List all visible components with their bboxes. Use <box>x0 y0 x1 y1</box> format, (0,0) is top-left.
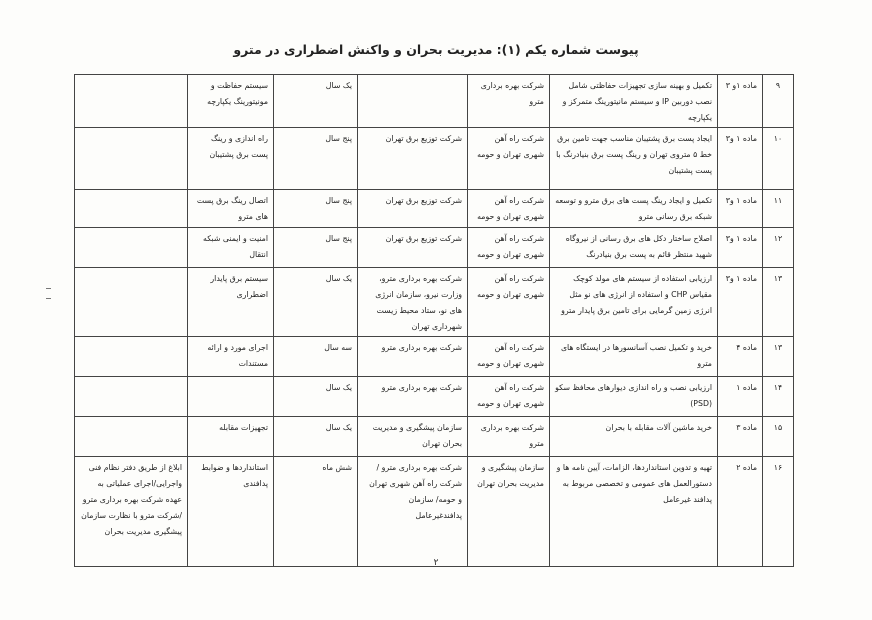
duration-cell: پنج سال <box>274 128 358 190</box>
table-row <box>75 190 794 228</box>
partner-cell: شرکت بهره برداری مترو <box>358 377 468 417</box>
duration-cell: پنج سال <box>274 228 358 268</box>
row-number: ۱۳ <box>763 337 794 377</box>
duration-cell: پنج سال <box>274 190 358 228</box>
duration-cell: یک سال <box>274 268 358 337</box>
row-number: ۱۵ <box>763 417 794 457</box>
table-row <box>75 128 794 190</box>
row-number: ۹ <box>763 75 794 128</box>
row-number: ۱۶ <box>763 457 794 567</box>
project-cell: اصلاح ساختار دکل های برق رسانی از نیروگاه شهید منتظر قائم به پست برق بنیادرنگ <box>550 228 718 268</box>
project-cell: تکمیل و بهینه سازی تجهیزات حفاظتی شامل نصب دوربین IP و سیستم مانیتورینگ متمرکز و یکپارچه <box>550 75 718 128</box>
notes-cell: ابلاغ از طریق دفتر نظام فنی واجرایی/اجرای عملیاتی به عهده شرکت بهره برداری مترو /شرکت مترو با نظارت سازمان پیشگیری مدیریت بحران <box>75 457 188 567</box>
page-number: ۲ <box>433 558 439 568</box>
table-row <box>75 417 794 457</box>
partner-cell: شرکت توزیع برق تهران <box>358 128 468 190</box>
scan-mark <box>46 288 51 289</box>
partner-cell <box>358 75 468 128</box>
clause-cell: ماده ۱ و۳ <box>718 228 763 268</box>
duration-cell: شش ماه <box>274 457 358 567</box>
table-row <box>75 457 794 567</box>
duration-cell: سه سال <box>274 337 358 377</box>
row-number: ۱۰ <box>763 128 794 190</box>
row-number: ۱۲ <box>763 228 794 268</box>
project-cell: ایجاد پست برق پشتیبان مناسب جهت تامین برق خط ۵ متروی تهران و رینگ پست برق بنیادرنگ با پست پشتیبان <box>550 128 718 190</box>
responsible-cell: شرکت راه آهن شهری تهران و حومه <box>468 377 550 417</box>
responsible-cell: شرکت بهره برداری مترو <box>468 75 550 128</box>
clause-cell: ماده ۱ و۳ <box>718 190 763 228</box>
notes-cell <box>75 417 188 457</box>
scan-mark <box>46 298 51 299</box>
output-cell: امنیت و ایمنی شبکه انتقال <box>188 228 274 268</box>
table-row <box>75 377 794 417</box>
notes-cell <box>75 268 188 337</box>
output-cell: اتصال رینگ برق پست های مترو <box>188 190 274 228</box>
row-number: ۱۴ <box>763 377 794 417</box>
output-cell <box>188 377 274 417</box>
notes-cell <box>75 128 188 190</box>
table-row <box>75 268 794 337</box>
duration-cell: یک سال <box>274 417 358 457</box>
clause-cell: ماده ۱ و۳ <box>718 128 763 190</box>
partner-cell: شرکت توزیع برق تهران <box>358 190 468 228</box>
appendix-table <box>74 74 794 567</box>
project-cell: خرید ماشین آلات مقابله با بحران <box>550 417 718 457</box>
output-cell: استانداردها و ضوابط پدافندی <box>188 457 274 567</box>
clause-cell: ماده ۱و ۳ <box>718 75 763 128</box>
partner-cell: شرکت بهره برداری مترو /شرکت راه آهن شهری تهران و حومه/ سازمان پدافندغیرعامل <box>358 457 468 567</box>
responsible-cell: شرکت راه آهن شهری تهران و حومه <box>468 268 550 337</box>
project-cell: خرید و تکمیل نصب آسانسورها در ایستگاه های مترو <box>550 337 718 377</box>
notes-cell <box>75 228 188 268</box>
responsible-cell: شرکت راه آهن شهری تهران و حومه <box>468 128 550 190</box>
output-cell: راه اندازی و رینگ پست برق پشتیبان <box>188 128 274 190</box>
output-cell: سیستم برق پایدار اضطراری <box>188 268 274 337</box>
output-cell: سیستم حفاظت و مونیتورینگ یکپارچه <box>188 75 274 128</box>
clause-cell: ماده ۱ و۳ <box>718 268 763 337</box>
responsible-cell: شرکت راه آهن شهری تهران و حومه <box>468 228 550 268</box>
responsible-cell: شرکت راه آهن شهری تهران و حومه <box>468 337 550 377</box>
partner-cell: شرکت بهره برداری مترو <box>358 337 468 377</box>
project-cell: ارزیابی نصب و راه اندازی دیوارهای محافظ سکو (PSD) <box>550 377 718 417</box>
duration-cell: یک سال <box>274 75 358 128</box>
output-cell: تجهیزات مقابله <box>188 417 274 457</box>
clause-cell: ماده ۲ <box>718 457 763 567</box>
notes-cell <box>75 75 188 128</box>
clause-cell: ماده ۳ <box>718 417 763 457</box>
partner-cell: سازمان پیشگیری و مدیریت بحران تهران <box>358 417 468 457</box>
notes-cell <box>75 377 188 417</box>
notes-cell <box>75 190 188 228</box>
notes-cell <box>75 337 188 377</box>
clause-cell: ماده ۱ <box>718 377 763 417</box>
clause-cell: ماده ۴ <box>718 337 763 377</box>
partner-cell: شرکت بهره برداری مترو، وزارت نیرو، سازمان انرژی های نو، ستاد محیط زیست شهرداری تهران <box>358 268 468 337</box>
duration-cell: یک سال <box>274 377 358 417</box>
project-cell: تکمیل و ایجاد رینگ پست های برق مترو و توسعه شبکه برق رسانی مترو <box>550 190 718 228</box>
page-title: پیوست شماره یکم (۱): مدیریت بحران و واکنش اضطراری در مترو <box>233 42 639 57</box>
responsible-cell: شرکت راه آهن شهری تهران و حومه <box>468 190 550 228</box>
responsible-cell: سازمان پیشگیری و مدیریت بحران تهران <box>468 457 550 567</box>
row-number: ۱۱ <box>763 190 794 228</box>
table-row <box>75 337 794 377</box>
output-cell: اجرای مورد و ارائه مستندات <box>188 337 274 377</box>
project-cell: ارزیابی استفاده از سیستم های مولد کوچک مقیاس CHP و استفاده از انرژی های نو مثل انرژی زمین گرمایی برای تامین برق پایدار مترو <box>550 268 718 337</box>
table-row <box>75 228 794 268</box>
table-row <box>75 75 794 128</box>
responsible-cell: شرکت بهره برداری مترو <box>468 417 550 457</box>
partner-cell: شرکت توزیع برق تهران <box>358 228 468 268</box>
row-number: ۱۳ <box>763 268 794 337</box>
project-cell: تهیه و تدوین استانداردها، الزامات، آیین نامه ها و دستورالعمل های عمومی و تخصصی مربوط به پدافند غیرعامل <box>550 457 718 567</box>
